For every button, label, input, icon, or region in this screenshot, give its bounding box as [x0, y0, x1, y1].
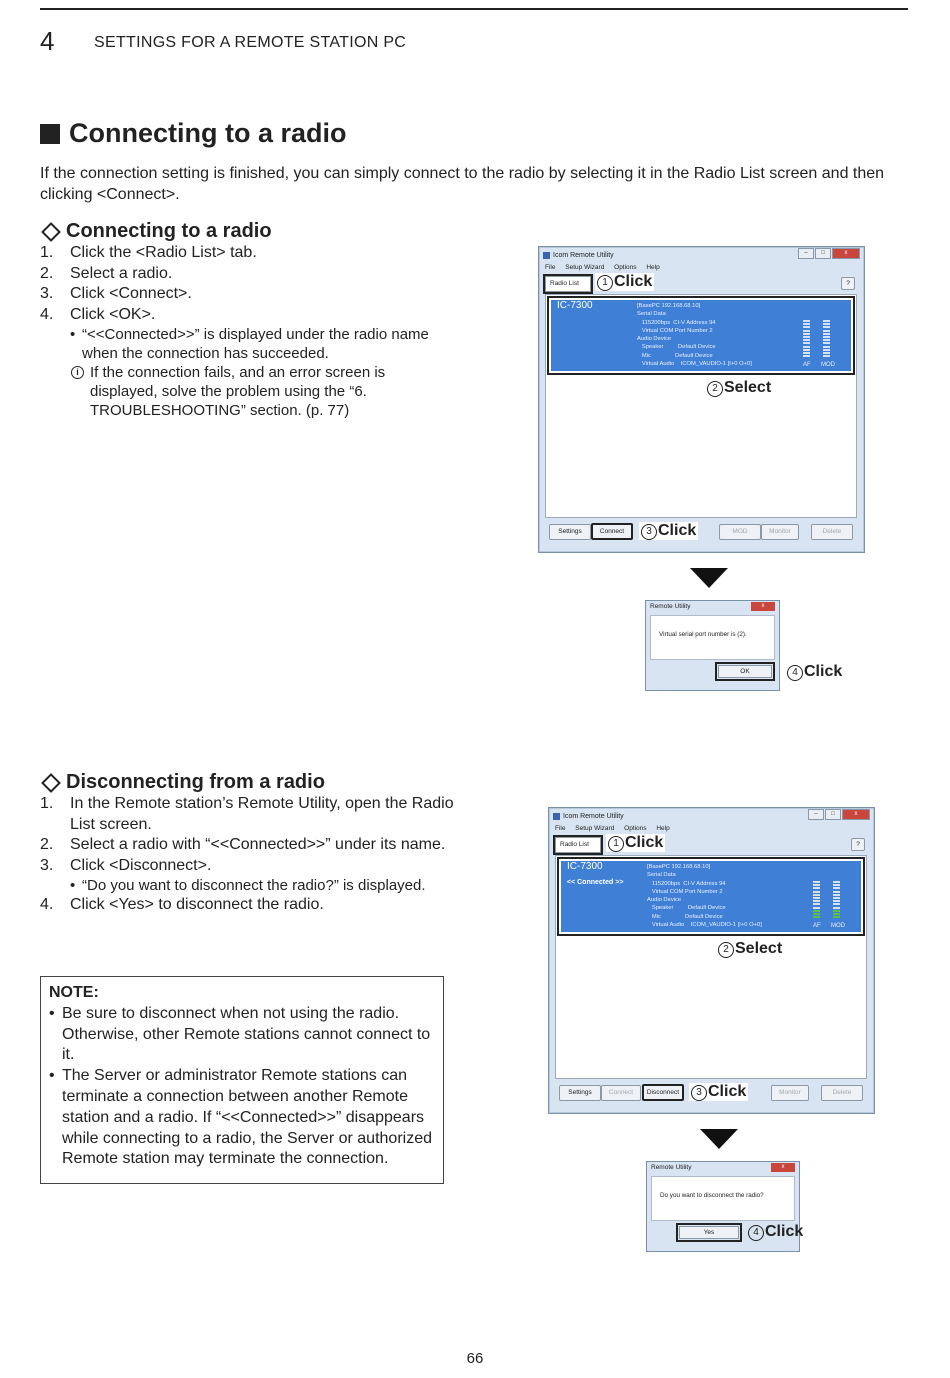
step-text: Click <Yes> to disconnect the radio.: [70, 896, 324, 913]
step-item: [40, 835, 460, 856]
disconnect-heading: [40, 771, 325, 794]
monitor-button[interactable]: Monitor: [771, 1085, 809, 1101]
callout-text: Select: [735, 940, 783, 957]
minimize-icon[interactable]: –: [808, 809, 824, 820]
disconnect-steps: [40, 794, 460, 916]
dialog-body: [650, 615, 775, 660]
step-number: 3.: [40, 856, 54, 874]
close-icon[interactable]: x: [771, 1163, 795, 1172]
maximize-icon[interactable]: □: [815, 248, 831, 259]
info-text: If the connection fails, and an error screen is displayed, solve the problem using the “6. TROUBLESHOOTING” section. (p. 77): [90, 364, 386, 419]
step-text: Select a radio.: [70, 264, 173, 282]
ok-button[interactable]: OK: [718, 665, 772, 678]
circled-number: 2: [718, 942, 734, 958]
menu-help[interactable]: Help: [646, 264, 660, 271]
step-item: [40, 243, 470, 264]
step-number: 4.: [40, 305, 54, 323]
square-bullet-icon: [40, 124, 60, 144]
callout-text: Click: [765, 1223, 804, 1240]
af-meter: [803, 320, 810, 358]
menu-bar: [555, 825, 678, 832]
section-title: [40, 118, 347, 149]
note-bullet: • The Server or administrator Remote stations can terminate a connection between another Remote station and a radio. If “<<Connected>>” disappears while connecting to a radio, the Server or authorized Remote station may terminate the connection.: [49, 1067, 432, 1168]
mod-meter: [823, 320, 830, 358]
bullet-text: “<<Connected>>” is displayed under the radio name when the connection has succeeded.: [82, 326, 429, 362]
delete-button[interactable]: Delete: [821, 1085, 863, 1101]
monitor-button[interactable]: Monitor: [761, 524, 799, 540]
note-bullet-text: The Server or administrator Remote stations can terminate a connection between another Remote station and a radio. If “<<Connected>>” disappears while connecting to a radio, the Server or authorized Remote station may terminate the connection.: [62, 1067, 432, 1168]
callout-3-click: [639, 522, 698, 540]
step-item: [40, 264, 470, 285]
step-item: [40, 284, 470, 305]
callout-text: Click: [708, 1083, 747, 1100]
header-rule: [40, 8, 908, 10]
circled-number: 4: [787, 665, 803, 681]
circled-number: 1: [597, 275, 613, 291]
radio-entry[interactable]: [549, 298, 853, 373]
close-icon[interactable]: x: [842, 809, 870, 820]
tab-radio-list[interactable]: Radio List: [555, 837, 601, 853]
step-text: Click <Disconnect>.: [70, 856, 212, 874]
dialog-port-number: [645, 600, 780, 691]
connected-bullet: • “<<Connected>>” is displayed under the radio name when the connection has succeeded.: [70, 326, 429, 362]
disconnect-bullet: • “Do you want to disconnect the radio?” is displayed.: [70, 877, 426, 894]
minimize-icon[interactable]: –: [798, 248, 814, 259]
help-button[interactable]: ?: [851, 838, 865, 851]
window-title: Icom Remote Utility: [563, 813, 624, 820]
radio-entry-connected[interactable]: [559, 859, 863, 934]
note-bullet: • Be sure to disconnect when not using the radio. Otherwise, other Remote stations cannot connect to it.: [49, 1004, 431, 1064]
disconnect-heading-text: Disconnecting from a radio: [66, 771, 325, 793]
connect-button[interactable]: Connect: [601, 1085, 641, 1101]
dialog-title: Remote Utility: [650, 603, 691, 610]
af-meter: [813, 881, 820, 919]
settings-button[interactable]: Settings: [549, 524, 591, 540]
circled-number: 3: [691, 1085, 707, 1101]
dialog-message: Virtual serial port number is (2).: [659, 631, 747, 638]
note-title: NOTE:: [49, 984, 99, 1001]
close-icon[interactable]: x: [832, 248, 860, 259]
radio-details: [BasePC 192.168.68.10] Serial Data 115200bps CI-V Address 94 Virtual COM Port Number 2 Audio Device Speaker Default Device Mic Default Device Virtual Audio ICOM_VAUDIO-1 [I+0 O+0]: [647, 864, 762, 929]
chapter-title: SETTINGS FOR A REMOTE STATION PC: [94, 34, 407, 51]
menu-options[interactable]: Options: [624, 825, 647, 832]
callout-4-click: [746, 1223, 805, 1241]
app-icon: [543, 252, 550, 259]
page-number: 66: [466, 1350, 484, 1367]
radio-name: IC-7300: [567, 861, 603, 872]
menu-file[interactable]: File: [545, 264, 556, 271]
dialog-message: Do you want to disconnect the radio?: [660, 1192, 764, 1199]
step-number: 4.: [40, 896, 54, 913]
step-number: 2.: [40, 836, 54, 853]
menu-setup-wizard[interactable]: Setup Wizard: [575, 825, 615, 832]
step-item: [40, 794, 460, 835]
delete-button[interactable]: Delete: [811, 524, 853, 540]
radio-details: [BasePC 192.168.68.10] Serial Data 115200bps CI-V Address 94 Virtual COM Port Number 2 Audio Device Speaker Default Device Mic Default Device Virtual Audio ICOM_VAUDIO-1 [I+0 O+0]: [637, 303, 752, 368]
disconnect-button[interactable]: Disconnect: [642, 1084, 684, 1101]
down-arrow-icon: [700, 1129, 738, 1149]
menu-help[interactable]: Help: [656, 825, 670, 832]
circled-number: 1: [608, 836, 624, 852]
step-number: 2.: [40, 264, 54, 282]
info-note: [40, 363, 410, 420]
step-item: [40, 305, 470, 326]
callout-1-click: [606, 834, 665, 852]
callout-2-select: [716, 940, 784, 958]
radio-name: IC-7300: [557, 300, 593, 311]
menu-options[interactable]: Options: [614, 264, 637, 271]
menu-setup-wizard[interactable]: Setup Wizard: [565, 264, 605, 271]
connect-heading: [40, 220, 272, 243]
af-label: AF: [813, 923, 821, 929]
window-controls: [797, 248, 860, 259]
step-text: Click <OK>.: [70, 305, 156, 323]
down-arrow-icon: [690, 568, 728, 588]
mod-meter: [833, 881, 840, 919]
yes-button[interactable]: Yes: [679, 1226, 739, 1239]
connect-button[interactable]: Connect: [591, 523, 633, 540]
app-icon: [553, 813, 560, 820]
diamond-icon: [41, 222, 61, 242]
step-text: In the Remote station’s Remote Utility, open the Radio List screen.: [70, 795, 454, 833]
section-title-text: Connecting to a radio: [69, 118, 347, 148]
bullet-text: “Do you want to disconnect the radio?” is displayed.: [82, 877, 426, 894]
callout-2-select: [705, 379, 773, 397]
callout-text: Select: [724, 379, 772, 396]
callout-1-click: [595, 273, 654, 291]
callout-4-click: [785, 663, 844, 681]
mod-label: MOD: [821, 362, 835, 368]
remote-utility-window-connect: [538, 246, 865, 553]
callout-text: Click: [658, 522, 697, 539]
circled-number: 4: [748, 1225, 764, 1241]
circled-number: 2: [707, 381, 723, 397]
step-number: 1.: [40, 795, 54, 812]
window-controls: [807, 809, 870, 820]
step-number: 3.: [40, 285, 54, 302]
step-item: [40, 856, 460, 877]
settings-button[interactable]: Settings: [559, 1085, 601, 1101]
intro-paragraph: If the connection setting is finished, you can simply connect to the radio by selecting it in the Radio List screen and then clicking <Connect>.: [40, 165, 885, 203]
connect-steps: [40, 243, 470, 420]
mod-button[interactable]: MOD: [719, 524, 761, 540]
note-box: [40, 976, 444, 1184]
step-text: Click the <Radio List> tab.: [70, 244, 257, 261]
diamond-icon: [41, 773, 61, 793]
af-label: AF: [803, 362, 811, 368]
remote-utility-window-disconnect: [548, 807, 875, 1114]
dialog-body: [651, 1176, 795, 1221]
step-number: 1.: [40, 244, 54, 261]
menu-file[interactable]: File: [555, 825, 566, 832]
callout-text: Click: [614, 273, 653, 290]
maximize-icon[interactable]: □: [825, 809, 841, 820]
callout-3-click: [689, 1083, 748, 1101]
help-button[interactable]: ?: [841, 277, 855, 290]
step-item: [40, 895, 460, 916]
dialog-title: Remote Utility: [651, 1164, 692, 1171]
mod-label: MOD: [831, 923, 845, 929]
close-icon[interactable]: x: [751, 602, 775, 611]
window-title: Icom Remote Utility: [553, 252, 614, 259]
chapter-number: 4: [40, 26, 55, 56]
callout-text: Click: [625, 834, 664, 851]
connected-status: << Connected >>: [567, 879, 624, 886]
info-icon: i: [71, 366, 84, 379]
menu-bar: [545, 264, 668, 271]
note-bullet-text: Be sure to disconnect when not using the radio. Otherwise, other Remote stations cannot connect to it.: [62, 1004, 431, 1064]
connect-heading-text: Connecting to a radio: [66, 220, 272, 242]
step-text: Click <Connect>.: [70, 285, 192, 302]
circled-number: 3: [641, 524, 657, 540]
step-text: Select a radio with “<<Connected>>” under its name.: [70, 836, 446, 853]
tab-radio-list[interactable]: Radio List: [545, 276, 591, 292]
callout-text: Click: [804, 663, 843, 680]
